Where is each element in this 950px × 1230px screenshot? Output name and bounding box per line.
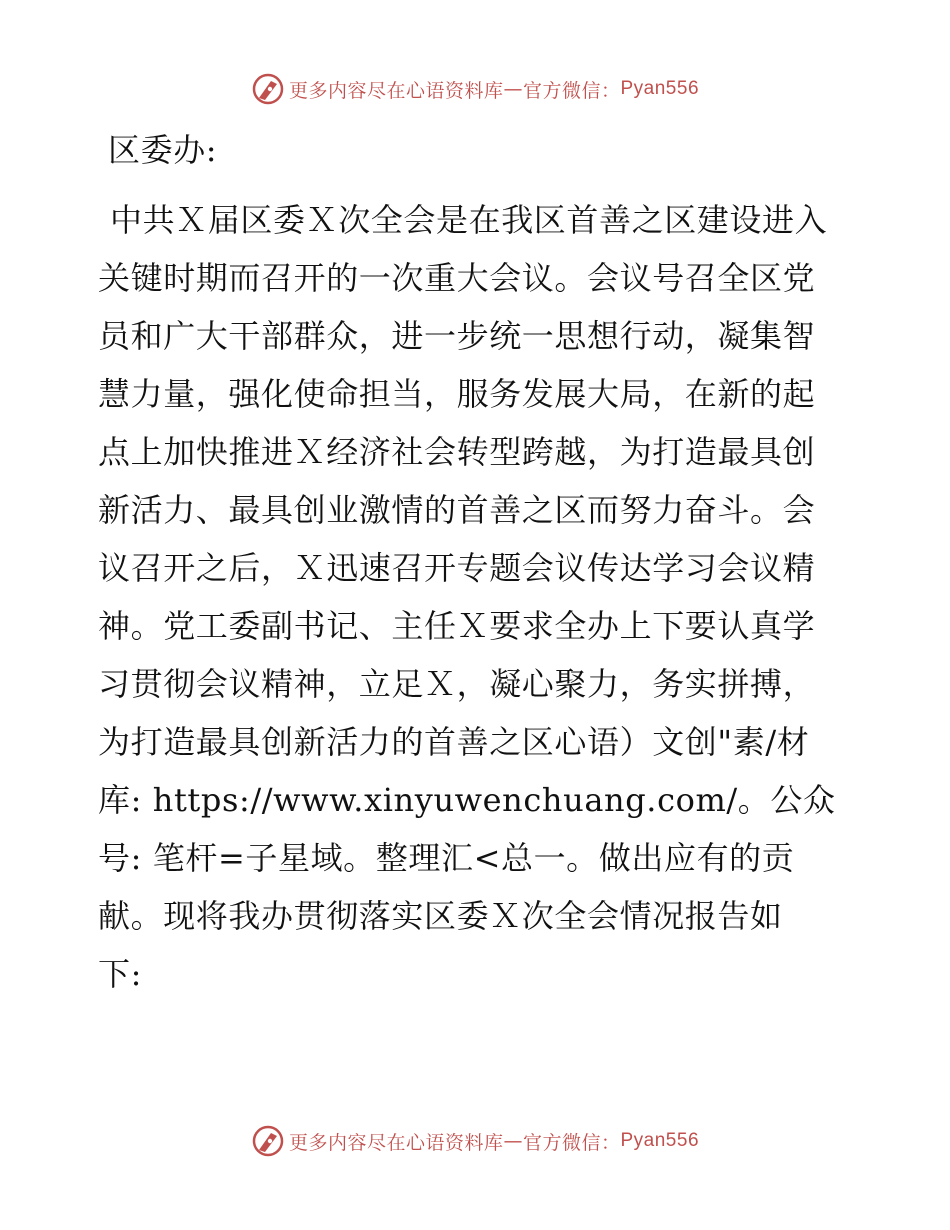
watermark-separator: — xyxy=(503,78,523,100)
header-watermark xyxy=(0,72,950,106)
watermark-brand-text: 更多内容尽在心语资料库 xyxy=(288,79,504,102)
watermark-wechat-id: Pyan556 xyxy=(620,1130,700,1151)
pen-nib-logo-icon xyxy=(251,1124,285,1158)
watermark-wechat-id: Pyan556 xyxy=(620,78,700,99)
paragraph-line: 点上加快推进Ｘ经济社会转型跨越，为打造最具创 xyxy=(98,433,816,471)
document-body xyxy=(98,124,858,1006)
watermark-official-label: 官方微信： xyxy=(522,1131,621,1154)
paragraph-line: 关键时期而召开的一次重大会议。会议号召全区党 xyxy=(98,259,816,297)
watermark-official-label: 官方微信： xyxy=(522,79,621,102)
paragraph-line: 号: 笔杆=子星域。整理汇<总一。做出应有的贡 xyxy=(98,839,795,877)
footer-watermark xyxy=(0,1124,950,1158)
paragraph-line: 议召开之后，Ｘ迅速召开专题会议传达学习会议精 xyxy=(98,549,816,587)
pen-nib-logo-icon xyxy=(251,72,285,106)
paragraph-line: 神。党工委副书记、主任Ｘ要求全办上下要认真学 xyxy=(98,607,816,645)
salutation: 区委办: xyxy=(108,131,218,169)
paragraph-line: 新活力、最具创业激情的首善之区而努力奋斗。会 xyxy=(98,491,816,529)
paragraph-line: 慧力量，强化使命担当，服务发展大局，在新的起 xyxy=(98,375,816,413)
paragraph-line: 为打造最具创新活力的首善之区心语）文创"素/材 xyxy=(98,723,810,761)
watermark-brand-text: 更多内容尽在心语资料库 xyxy=(288,1131,504,1154)
watermark-separator: — xyxy=(503,1130,523,1152)
paragraph-line: 下: xyxy=(98,955,142,993)
paragraph-line: 中共Ｘ届区委Ｘ次全会是在我区首善之区建设进入 xyxy=(110,201,828,239)
paragraph-line: 员和广大干部群众，进一步统一思想行动，凝集智 xyxy=(98,317,816,355)
paragraph-line: 献。现将我办贯彻落实区委Ｘ次全会情况报告如 xyxy=(98,897,783,935)
paragraph-line: 库: https://www.xinyuwenchuang.com/。公众 xyxy=(98,781,836,819)
paragraph-line: 习贯彻会议精神，立足Ｘ，凝心聚力，务实拼搏， xyxy=(98,665,816,703)
body-paragraph xyxy=(98,194,858,1000)
